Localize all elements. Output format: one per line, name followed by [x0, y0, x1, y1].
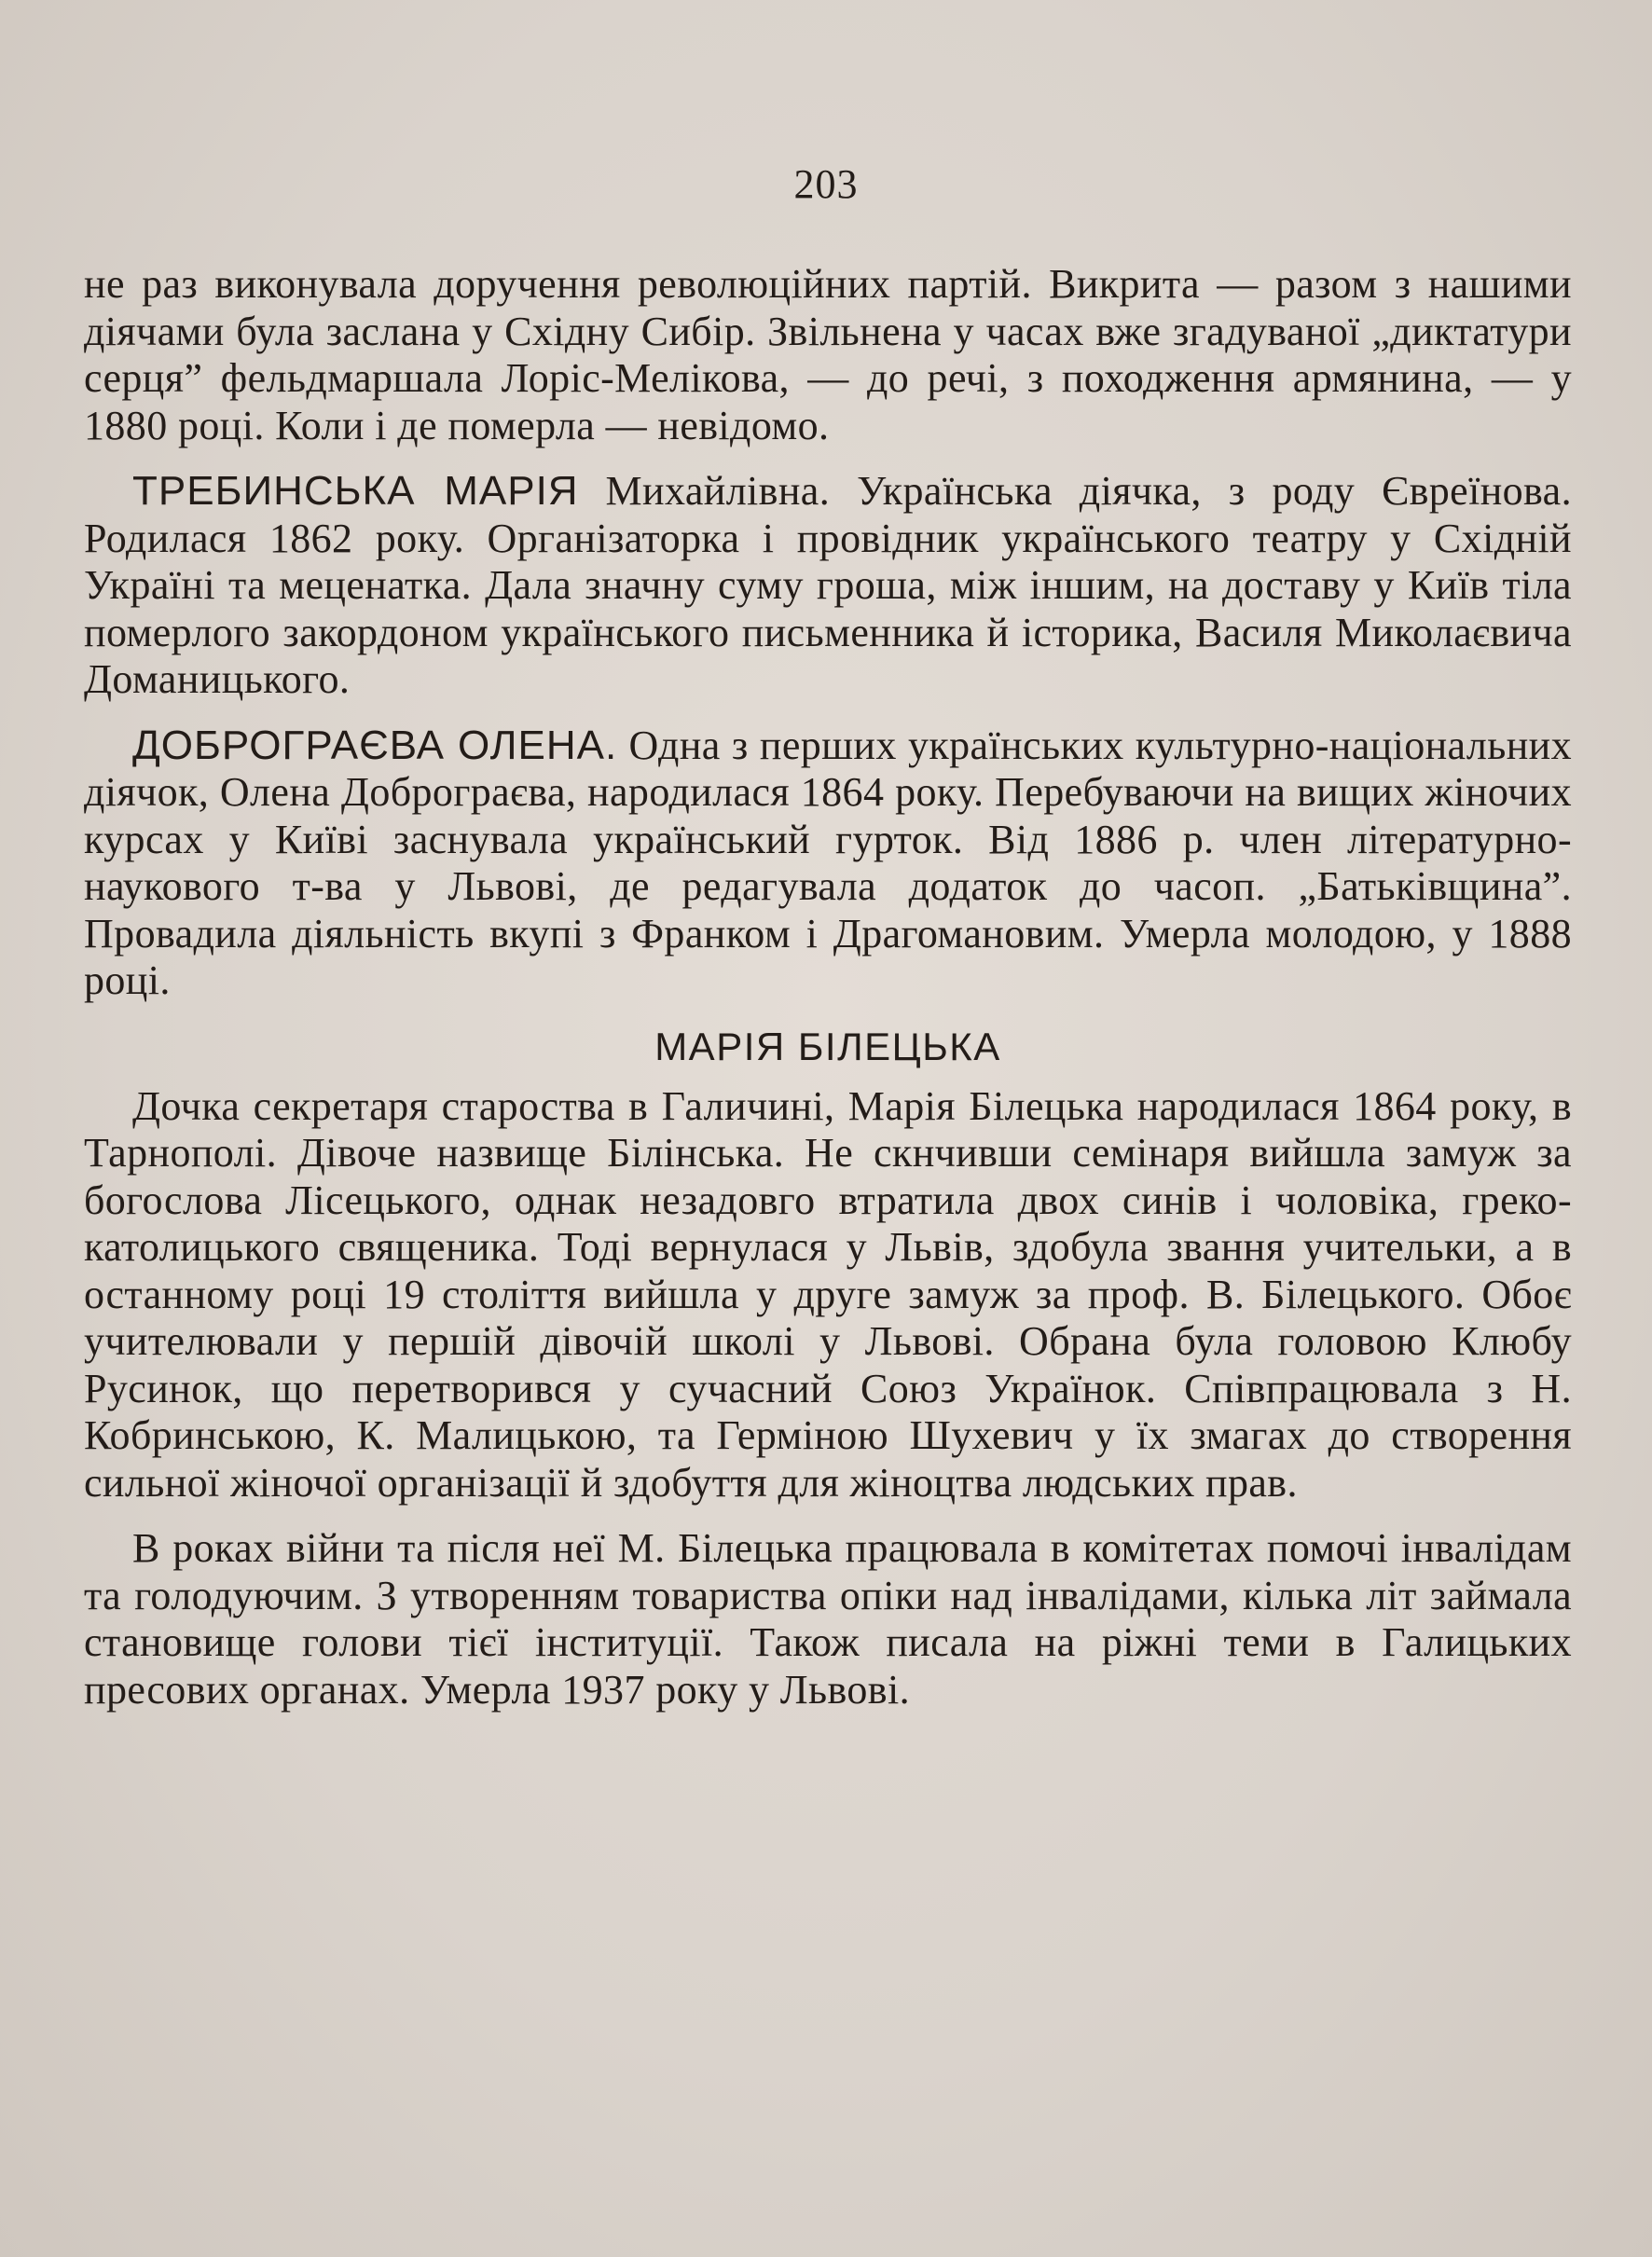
paragraph-continuation: не раз виконувала доручення революційних партій. Викрита — разом з нашими діячами була заслана у Східну Сибір. Звільнена у часах вже згадуваної „диктатури серця” фельдмаршала Лоріс-Мелікова, — до речі, з походження армянина, — у 1880 році. Коли і де померла — невідомо. [84, 261, 1572, 448]
entry-name: ТРЕБИНСЬКА МАРІЯ [132, 468, 579, 514]
section-paragraph: Дочка секретаря староства в Галичині, Марія Білецька народилася 1864 року, в Тарнополі. Дівоче назвище Білінська. Не скнчивши семінаря вийшла замуж за богослова Лісецького, однак незадовго втратила двох синів і чоловіка, греко-католицького священика. Тоді вернулася у Львів, здобула звання учительки, а в останному році 19 століття вийшла у друге замуж за проф. В. Білецького. Обоє учителювали у першій дівочій школі у Львові. Обрана була головою Клюбу Русинок, що перетворився у сучасний Союз Українок. Співпрацювала з Н. Кобринською, К. Малицькою, та Герміною Шухевич у їх змагах до створення сильної жіночої організації й здобуття для жіноцтва людських прав. [84, 1082, 1572, 1506]
page-number: 203 [793, 161, 859, 207]
section-paragraph: В роках війни та після неї М. Білецька працювала в комітетах помочі інвалідам та голодуючим. З утворенням товариства опіки над інвалідами, кілька літ займала становище голови тієї інституції. Також писала на ріжні теми в Галицьких пресових органах. Умерла 1937 року у Львові. [84, 1525, 1572, 1713]
entry-text: Одна з перших українських культурно-національних діячок, Олена Доброграєва, народилася 1864 року. Перебуваючи на вищих жіночих курсах у Київі заснувала український гурток. Від 1886 р. член літературно-наукового т-ва у Львові, де редагувала додаток до часоп. „Батьківщина”. Провадила діяльність вкупі з Франком і Драгомановим. Умерла молодою, у 1888 році. [84, 722, 1572, 1003]
entry-text: Михайлівна. Українська діячка, з роду Євреїнова. Родилася 1862 року. Організаторка і провідник українського театру у Східній Україні та меценатка. Дала значну суму гроша, між іншим, на доставу у Київ тіла померлого закордоном українського письменника й історика, Василя Миколаєвича Доманицького. [84, 468, 1572, 702]
entry-dobrograeva [84, 723, 1572, 1005]
page-body [84, 261, 1572, 1732]
entry-trebynska [84, 468, 1572, 704]
section-heading: МАРІЯ БІЛЕЦЬКА [654, 1024, 1001, 1068]
entry-name: ДОБРОГРАЄВА ОЛЕНА. [132, 722, 618, 768]
